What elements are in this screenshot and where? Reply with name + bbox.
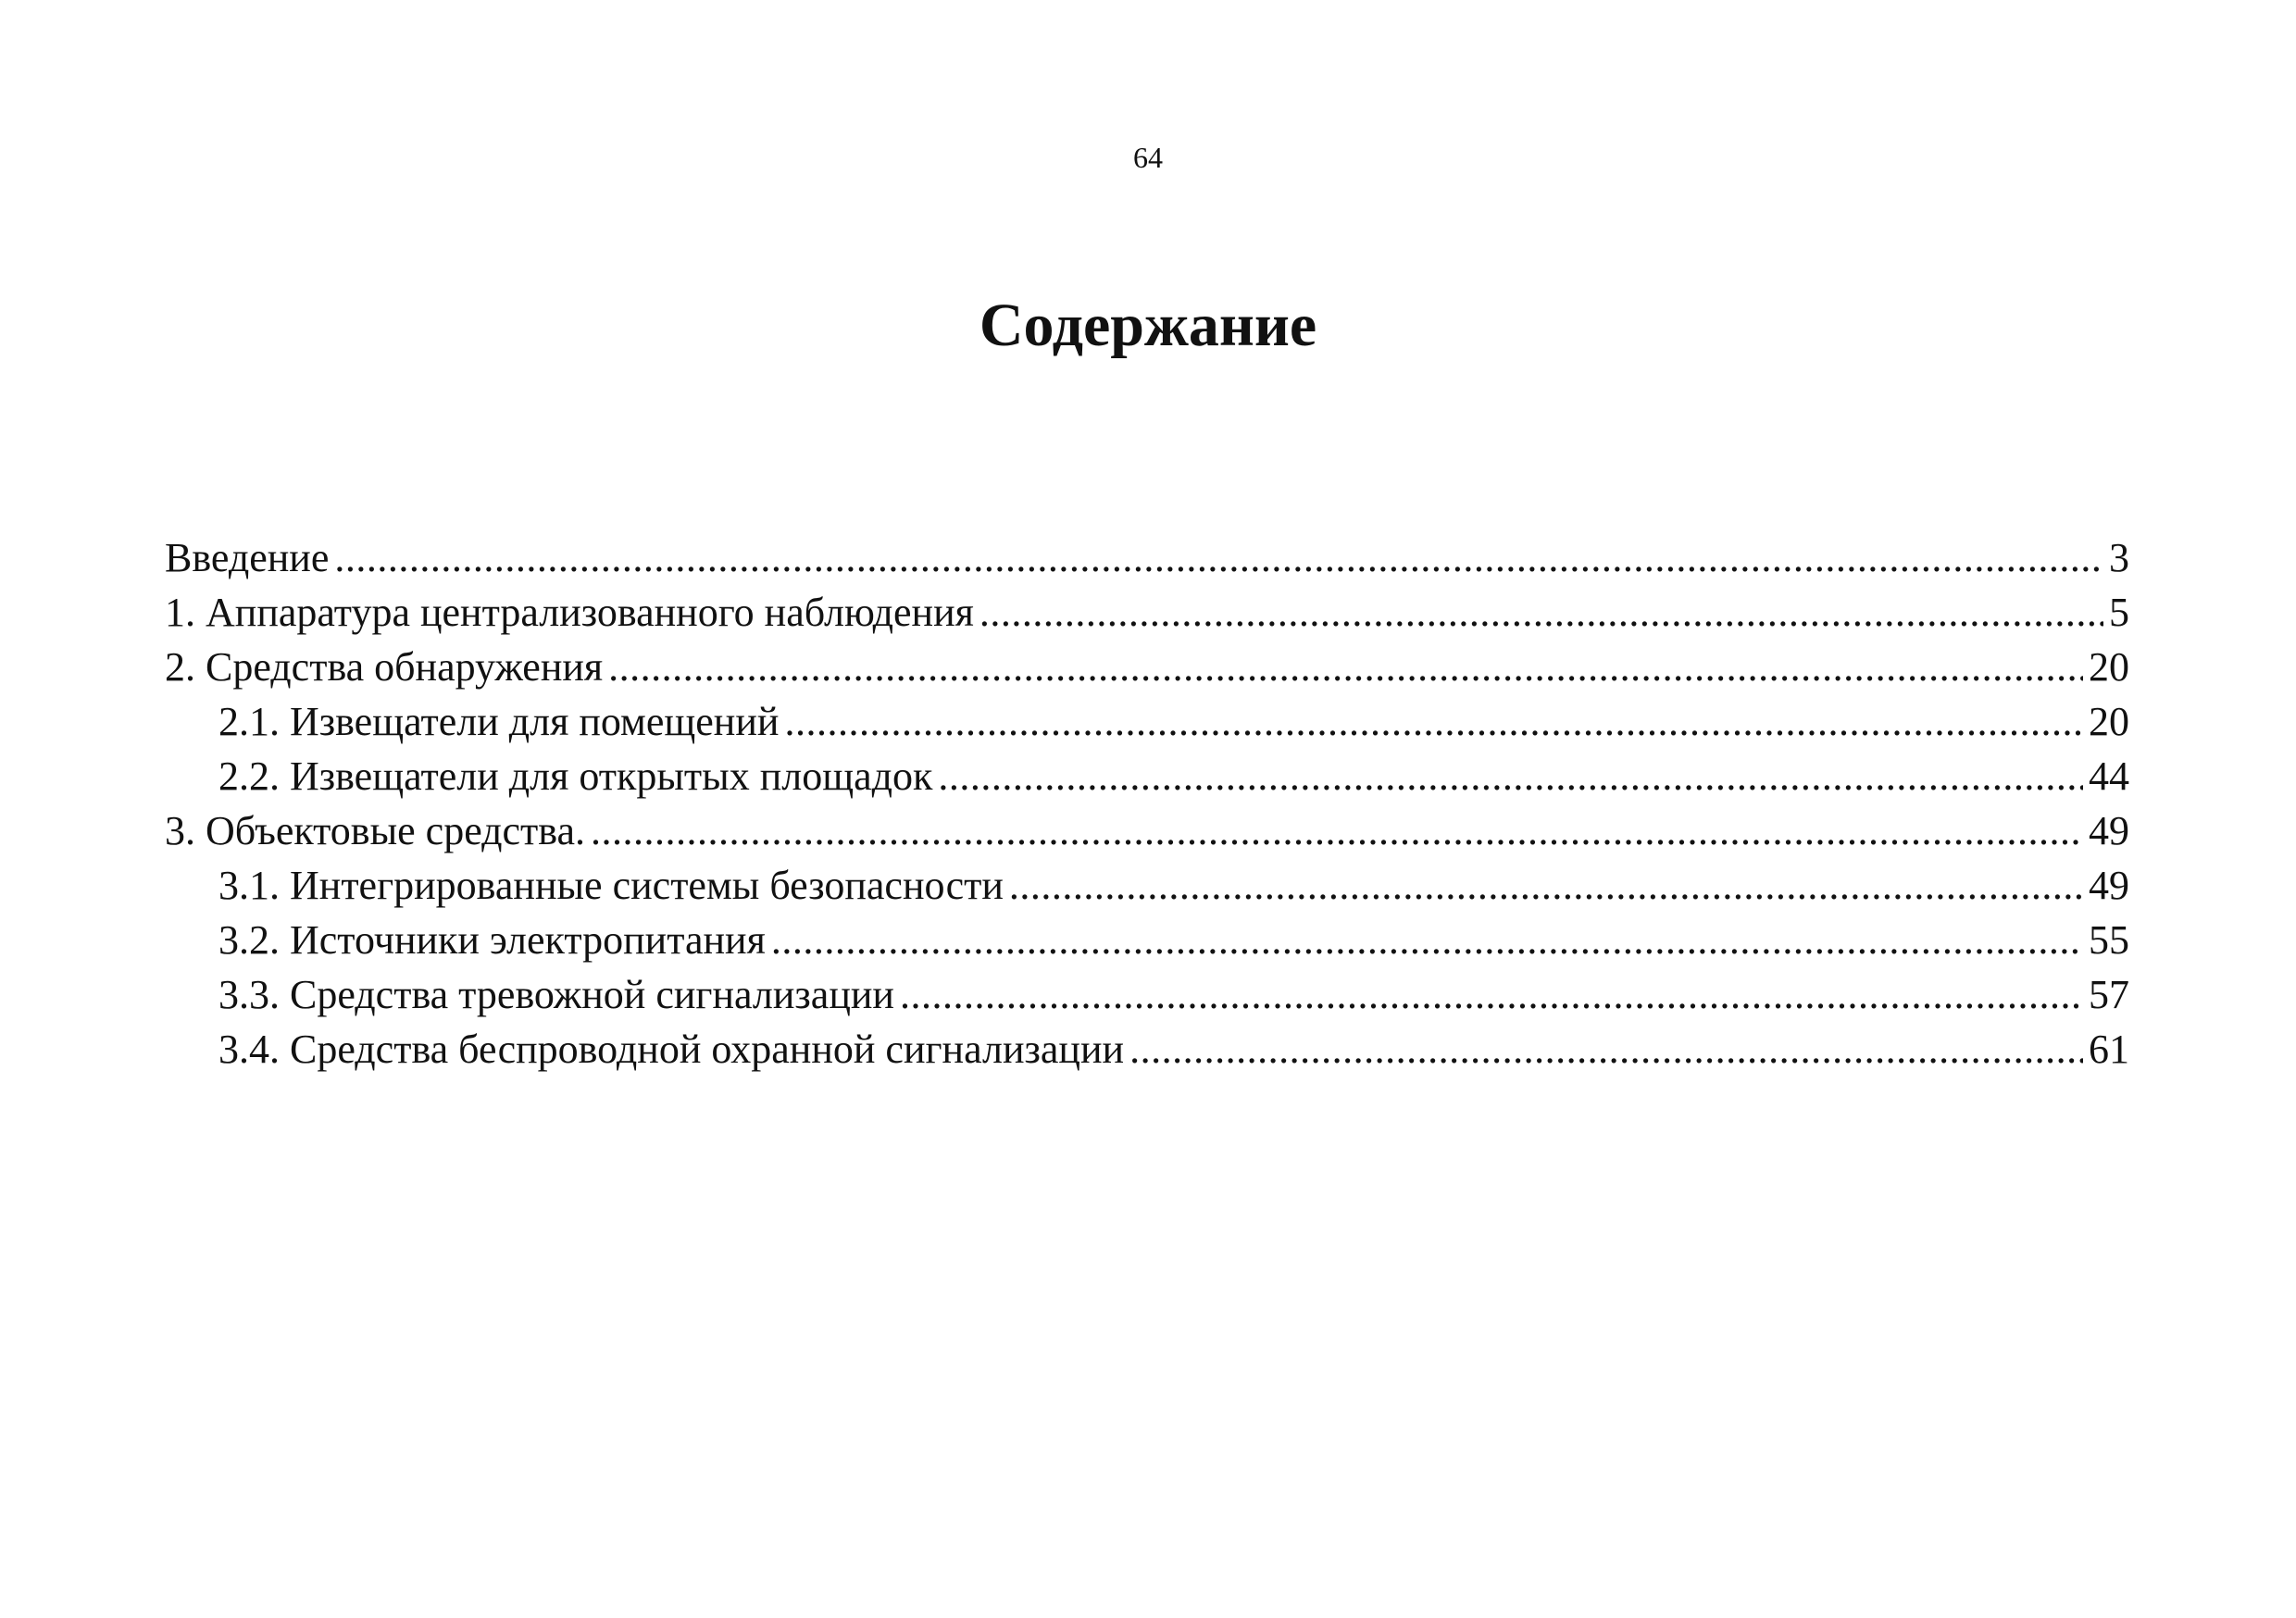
toc-entry-text: 3.4. Средства беспроводной охранной сигнализации: [218, 1027, 1125, 1072]
toc-entry-text: 1. Аппаратура централизованного наблюдения: [165, 590, 974, 635]
dot-leader: [771, 913, 2083, 967]
toc-entry-section-1[interactable]: [165, 585, 2129, 640]
toc-entry-section-3-3[interactable]: [165, 967, 2129, 1022]
toc-entry-page: 20: [2089, 699, 2129, 744]
toc-entry-section-2-1[interactable]: [165, 694, 2129, 749]
page-number: 64: [1133, 141, 1163, 174]
dot-leader: [1129, 1022, 2083, 1077]
table-of-contents: [165, 530, 2129, 1077]
toc-entry-page: 5: [2109, 590, 2129, 635]
toc-entry-section-2-2[interactable]: [165, 749, 2129, 803]
toc-entry-page: 61: [2089, 1027, 2129, 1072]
toc-entry-page: 49: [2089, 808, 2129, 853]
dot-leader: [1009, 858, 2083, 913]
toc-entry-page: 57: [2089, 972, 2129, 1017]
toc-entry-text: 3. Объектовые средства.: [165, 808, 586, 853]
toc-entry-section-3-1[interactable]: [165, 858, 2129, 913]
page-title: Содержание: [979, 292, 1317, 359]
toc-entry-page: 20: [2089, 644, 2129, 690]
toc-entry-text: 3.2. Источники электропитания: [218, 917, 766, 963]
toc-entry-text: 3.1. Интегрированные системы безопасности: [218, 863, 1004, 908]
toc-entry-page: 49: [2089, 863, 2129, 908]
toc-entry-text: Введение: [165, 535, 330, 580]
toc-entry-introduction[interactable]: [165, 530, 2129, 585]
dot-leader: [938, 749, 2083, 803]
toc-entry-text: 2.1. Извещатели для помещений: [218, 699, 780, 744]
toc-entry-page: 3: [2109, 535, 2129, 580]
toc-entry-text: 2.2. Извещатели для открытых площадок: [218, 753, 933, 799]
toc-entry-section-3[interactable]: [165, 803, 2129, 858]
dot-leader: [591, 803, 2083, 858]
toc-entry-text: 2. Средства обнаружения: [165, 644, 604, 690]
dot-leader: [608, 640, 2083, 694]
toc-entry-text: 3.3. Средства тревожной сигнализации: [218, 972, 894, 1017]
dot-leader: [900, 967, 2083, 1022]
toc-entry-section-2[interactable]: [165, 640, 2129, 694]
toc-entry-page: 44: [2089, 753, 2129, 799]
toc-entry-section-3-4[interactable]: [165, 1022, 2129, 1077]
toc-entry-section-3-2[interactable]: [165, 913, 2129, 967]
dot-leader: [784, 694, 2083, 749]
dot-leader: [980, 585, 2103, 640]
toc-entry-page: 55: [2089, 917, 2129, 963]
dot-leader: [334, 530, 2103, 585]
